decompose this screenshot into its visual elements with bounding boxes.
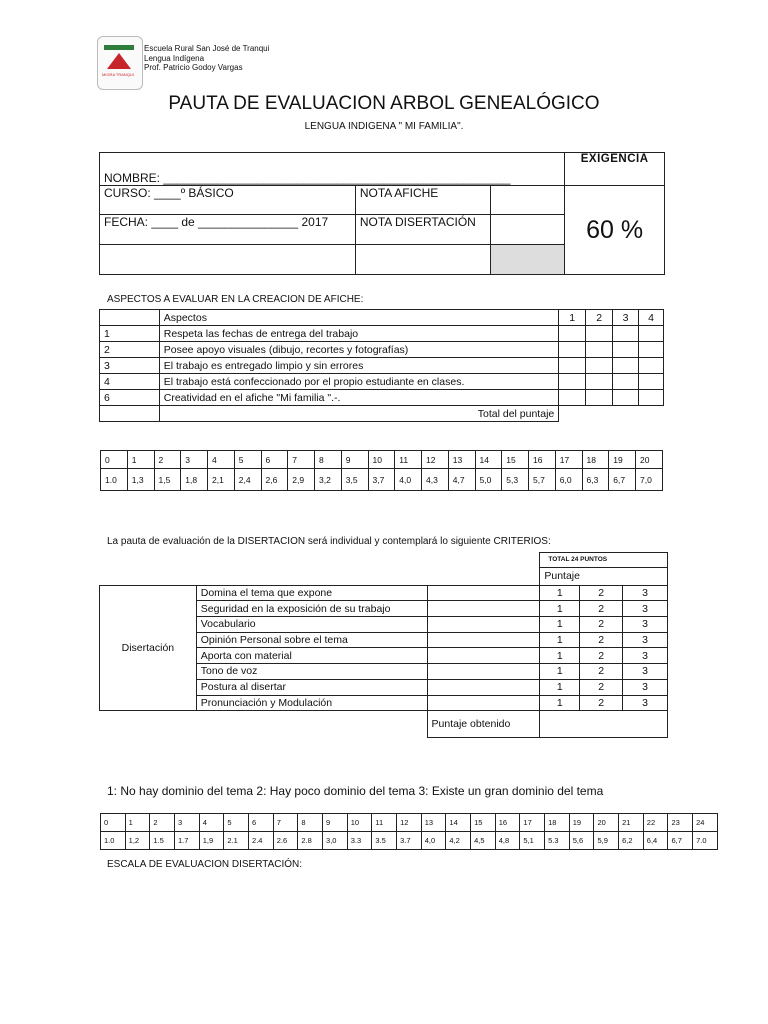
scale-grade: 2.1 xyxy=(224,832,249,850)
scale-grade: 3,5 xyxy=(341,469,368,491)
nota-disertacion-value[interactable] xyxy=(490,215,565,245)
aspect-row xyxy=(100,390,664,406)
criterion-blank[interactable] xyxy=(427,632,540,648)
scale-grade: 1,8 xyxy=(181,469,208,491)
aspect-text: Posee apoyo visuales (dibujo, recortes y fotografías) xyxy=(159,342,559,358)
score-option[interactable]: 1 xyxy=(540,679,580,695)
aspect-num: 2 xyxy=(100,342,160,358)
scale-grade: 3,2 xyxy=(315,469,342,491)
aspect-row xyxy=(100,326,664,342)
scale-point: 6 xyxy=(249,814,274,832)
scale-point: 22 xyxy=(643,814,668,832)
score-option[interactable]: 2 xyxy=(580,695,623,711)
scale-point: 8 xyxy=(298,814,323,832)
scale-point: 3 xyxy=(175,814,200,832)
scale-grade: 5,0 xyxy=(475,469,502,491)
scale-grade: 4,8 xyxy=(495,832,520,850)
criterion-blank[interactable] xyxy=(427,617,540,633)
scale-grade: 7,0 xyxy=(636,469,663,491)
scale-grade: 5.3 xyxy=(545,832,570,850)
exigencia-label: EXIGENCIA xyxy=(565,153,665,186)
scale-point: 7 xyxy=(273,814,298,832)
aspect-row xyxy=(100,342,664,358)
scale-point: 4 xyxy=(208,451,235,469)
scale-grade: 4,3 xyxy=(422,469,449,491)
scale-grade: 6,0 xyxy=(555,469,582,491)
scale-grade: 4,7 xyxy=(448,469,475,491)
footer-scale-title: ESCALA DE EVALUACION DISERTACIÓN: xyxy=(107,859,303,870)
scale-grade: 6,3 xyxy=(582,469,609,491)
category-label: Disertación xyxy=(100,585,197,711)
aspect-text: Respeta las fechas de entrega del trabajo xyxy=(159,326,559,342)
score-option[interactable]: 3 xyxy=(623,648,668,664)
scale-grade: 1,5 xyxy=(154,469,181,491)
scale-grade: 1.0 xyxy=(101,469,128,491)
scale-point: 20 xyxy=(594,814,619,832)
shaded-cell xyxy=(490,245,565,275)
scale-point: 6 xyxy=(261,451,288,469)
scale-grade: 1,2 xyxy=(125,832,150,850)
score-option[interactable]: 3 xyxy=(623,632,668,648)
scale-point: 19 xyxy=(609,451,636,469)
scale-grade: 6,7 xyxy=(668,832,693,850)
scale-point: 5 xyxy=(234,451,261,469)
aspect-num: 4 xyxy=(100,374,160,390)
scale-point: 14 xyxy=(475,451,502,469)
score-option[interactable]: 1 xyxy=(540,601,580,617)
grade-scale-disertacion xyxy=(100,813,718,850)
scale-point: 10 xyxy=(368,451,395,469)
scale-point: 9 xyxy=(323,814,348,832)
scale-point: 13 xyxy=(421,814,446,832)
scale-point: 16 xyxy=(529,451,556,469)
scale-grade: 6,4 xyxy=(643,832,668,850)
criterion-blank[interactable] xyxy=(427,585,540,601)
criterion-blank[interactable] xyxy=(427,695,540,711)
scale-point: 14 xyxy=(446,814,471,832)
scale-grade: 1.0 xyxy=(101,832,126,850)
criterion-blank[interactable] xyxy=(427,601,540,617)
criterion-row xyxy=(100,585,668,601)
aspects-table xyxy=(99,309,664,422)
scale-grade: 5,7 xyxy=(529,469,556,491)
scale-grade: 3.5 xyxy=(372,832,397,850)
scale-point: 16 xyxy=(495,814,520,832)
level-header: 1 xyxy=(559,310,586,326)
score-option[interactable]: 1 xyxy=(540,648,580,664)
nota-disertacion-label: NOTA DISERTACIÓN xyxy=(355,215,490,245)
scale-grade: 7.0 xyxy=(693,832,718,850)
criterion-name: Aporta con material xyxy=(196,648,427,664)
puntaje-obtenido-label: Puntaje obtenido xyxy=(427,711,540,738)
scale-grade: 2,6 xyxy=(261,469,288,491)
puntaje-obtenido-value[interactable] xyxy=(540,711,668,738)
scale-grade: 2.4 xyxy=(249,832,274,850)
teacher-name: Prof. Patricio Godoy Vargas xyxy=(144,63,243,72)
scale-grade: 3,7 xyxy=(368,469,395,491)
scale-point: 1 xyxy=(125,814,150,832)
date-field[interactable]: FECHA: ____ de _______________ 2017 xyxy=(100,215,356,245)
scale-grade: 1,3 xyxy=(127,469,154,491)
exigencia-value: 60 % xyxy=(565,186,665,275)
total-points-label: TOTAL 24 PUNTOS xyxy=(540,553,668,568)
scale-point: 2 xyxy=(150,814,175,832)
criterion-name: Postura al disertar xyxy=(196,679,427,695)
scale-point: 8 xyxy=(315,451,342,469)
scale-point: 0 xyxy=(101,814,126,832)
scale-grade: 5,1 xyxy=(520,832,545,850)
disertacion-table xyxy=(99,552,668,738)
school-name: Escuela Rural San José de Tranqui xyxy=(144,44,270,53)
scale-point: 19 xyxy=(569,814,594,832)
scale-point: 18 xyxy=(545,814,570,832)
nota-afiche-value[interactable] xyxy=(490,186,565,215)
score-option[interactable]: 3 xyxy=(623,664,668,680)
scale-grade: 3.7 xyxy=(397,832,422,850)
score-option[interactable]: 1 xyxy=(540,617,580,633)
blank-cell xyxy=(355,245,490,275)
scale-grade: 6,7 xyxy=(609,469,636,491)
score-option[interactable]: 1 xyxy=(540,695,580,711)
student-info-table xyxy=(99,152,665,275)
scale-point: 11 xyxy=(395,451,422,469)
course-field[interactable]: CURSO: ____º BÁSICO xyxy=(100,186,356,215)
scale-point: 11 xyxy=(372,814,397,832)
blank-cell xyxy=(100,245,356,275)
scale-point: 3 xyxy=(181,451,208,469)
aspect-row xyxy=(100,374,664,390)
scale-point: 4 xyxy=(199,814,224,832)
score-option[interactable]: 2 xyxy=(580,648,623,664)
scale-grade: 1.7 xyxy=(175,832,200,850)
score-option[interactable]: 2 xyxy=(580,601,623,617)
scale-point: 12 xyxy=(397,814,422,832)
scale-point: 24 xyxy=(693,814,718,832)
grade-scale-afiche xyxy=(100,450,663,491)
name-field[interactable]: NOMBRE: ____________________________________________________ xyxy=(100,153,565,186)
scale-point: 21 xyxy=(619,814,644,832)
aspects-heading: ASPECTOS A EVALUAR EN LA CREACION DE AFICHE: xyxy=(107,294,364,305)
scale-grade: 5,3 xyxy=(502,469,529,491)
scale-point: 2 xyxy=(154,451,181,469)
scale-point: 7 xyxy=(288,451,315,469)
criterion-name: Tono de voz xyxy=(196,664,427,680)
criterion-name: Vocabulario xyxy=(196,617,427,633)
aspect-text: Creatividad en el afiche "Mi familia ".-. xyxy=(159,390,559,406)
level-header: 4 xyxy=(639,310,664,326)
puntaje-label: Puntaje xyxy=(540,567,668,585)
scale-grade: 6,2 xyxy=(619,832,644,850)
scale-grade: 3.3 xyxy=(347,832,372,850)
scale-grade: 2,9 xyxy=(288,469,315,491)
page-title: PAUTA DE EVALUACION ARBOL GENEALÓGICO xyxy=(168,93,600,114)
criterion-name: Domina el tema que expone xyxy=(196,585,427,601)
scale-point: 15 xyxy=(471,814,496,832)
score-option[interactable]: 2 xyxy=(580,585,623,601)
score-option[interactable]: 2 xyxy=(580,617,623,633)
criterion-blank[interactable] xyxy=(427,648,540,664)
scale-grade: 2.6 xyxy=(273,832,298,850)
scale-point: 13 xyxy=(448,451,475,469)
scale-grade: 4,5 xyxy=(471,832,496,850)
score-option[interactable]: 3 xyxy=(623,585,668,601)
scale-grade: 4,0 xyxy=(395,469,422,491)
aspect-num: 1 xyxy=(100,326,160,342)
school-header xyxy=(144,44,269,73)
nota-afiche-label: NOTA AFICHE xyxy=(355,186,490,215)
score-option[interactable]: 3 xyxy=(623,679,668,695)
score-option[interactable]: 3 xyxy=(623,695,668,711)
score-option[interactable]: 1 xyxy=(540,664,580,680)
score-option[interactable]: 2 xyxy=(580,664,623,680)
subject-name: Lengua Indígena xyxy=(144,53,205,63)
criterion-name: Seguridad en la exposición de su trabajo xyxy=(196,601,427,617)
scale-point: 18 xyxy=(582,451,609,469)
score-option[interactable]: 3 xyxy=(623,601,668,617)
scale-point: 5 xyxy=(224,814,249,832)
logo-text: MIGRA TRANQUI xyxy=(102,72,134,77)
score-option[interactable]: 3 xyxy=(623,617,668,633)
score-option[interactable]: 1 xyxy=(540,632,580,648)
scale-grade: 2,4 xyxy=(234,469,261,491)
scale-point: 23 xyxy=(668,814,693,832)
level-header: 3 xyxy=(613,310,639,326)
aspect-row xyxy=(100,358,664,374)
scale-grade: 3,0 xyxy=(323,832,348,850)
level-header: 2 xyxy=(586,310,613,326)
scale-point: 17 xyxy=(520,814,545,832)
levels-legend: 1: No hay dominio del tema 2: Hay poco dominio del tema 3: Existe un gran dominio del tema xyxy=(107,784,604,798)
page-subtitle: LENGUA INDIGENA " MI FAMILIA". xyxy=(304,121,464,132)
scale-grade: 5,6 xyxy=(569,832,594,850)
criterion-blank[interactable] xyxy=(427,679,540,695)
aspect-num: 3 xyxy=(100,358,160,374)
score-option[interactable]: 2 xyxy=(580,632,623,648)
scale-point: 1 xyxy=(127,451,154,469)
aspect-num: 6 xyxy=(100,390,160,406)
aspect-text: El trabajo es entregado limpio y sin errores xyxy=(159,358,559,374)
scale-grade: 4,0 xyxy=(421,832,446,850)
scale-point: 17 xyxy=(555,451,582,469)
scale-point: 9 xyxy=(341,451,368,469)
school-logo xyxy=(97,36,143,90)
scale-grade: 2,1 xyxy=(208,469,235,491)
scale-grade: 1,9 xyxy=(199,832,224,850)
scale-grade: 2.8 xyxy=(298,832,323,850)
aspects-col-label: Aspectos xyxy=(159,310,559,326)
criterion-name: Pronunciación y Modulación xyxy=(196,695,427,711)
score-option[interactable]: 2 xyxy=(580,679,623,695)
scale-point: 10 xyxy=(347,814,372,832)
aspect-text: El trabajo está confeccionado por el propio estudiante en clases. xyxy=(159,374,559,390)
total-label: Total del puntaje xyxy=(159,406,559,422)
criterion-blank[interactable] xyxy=(427,664,540,680)
criterion-name: Opinión Personal sobre el tema xyxy=(196,632,427,648)
scale-grade: 5,9 xyxy=(594,832,619,850)
score-option[interactable]: 1 xyxy=(540,585,580,601)
scale-point: 20 xyxy=(636,451,663,469)
scale-point: 15 xyxy=(502,451,529,469)
disertacion-intro: La pauta de evaluación de la DISERTACION será individual y contemplará lo siguiente CRITERIOS: xyxy=(107,536,551,547)
scale-grade: 4,2 xyxy=(446,832,471,850)
scale-grade: 1.5 xyxy=(150,832,175,850)
scale-point: 12 xyxy=(422,451,449,469)
scale-point: 0 xyxy=(101,451,128,469)
